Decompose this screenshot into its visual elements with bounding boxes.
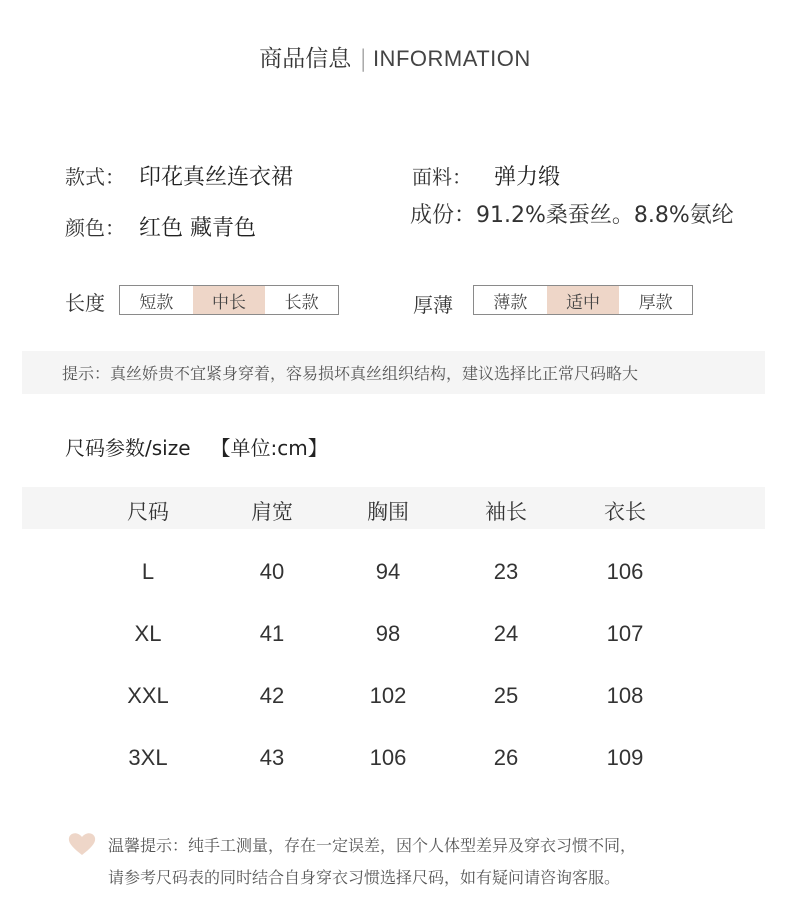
cell-length: 107 [606,621,644,646]
color-value: 红色 藏青色 [139,216,256,241]
cell-shoulder: 40 [259,559,285,584]
cell-bust: 98 [375,621,401,646]
tip-bar [22,351,765,394]
header-sleeve: 袖长 [485,500,527,524]
heart-icon [68,832,96,856]
cell-length: 106 [606,559,644,584]
composition-value: 91.2%桑蚕丝。8.8%氨纶 [476,203,734,228]
header-length: 衣长 [604,500,646,524]
length-option-short: 短款 [139,292,174,313]
footer-line-1: 温馨提示：纯手工测量，存在一定误差，因个人体型差异及穿衣习惯不同， [108,836,637,855]
thickness-option-thick: 厚款 [638,292,673,313]
cell-size: 3XL [128,745,168,770]
cell-shoulder: 43 [259,745,285,770]
table-row [22,613,765,653]
table-row [22,675,765,715]
composition-row [410,198,734,229]
size-chart-title [65,432,328,461]
cell-size: XL [134,621,162,646]
style-value: 印花真丝连衣裙 [139,165,294,190]
cell-shoulder: 42 [259,683,285,708]
footer-line-2: 请参考尺码表的同时结合自身穿衣习惯选择尺码，如有疑问请咨询客服。 [108,868,621,887]
header-shoulder: 肩宽 [251,500,293,524]
fabric-value: 弹力缎 [494,165,561,190]
table-row [22,551,765,591]
composition-label: 成份： [410,203,477,228]
color-row [65,211,256,242]
thickness-label: 厚薄 [413,293,453,317]
footer-note [108,830,636,894]
size-table-header [22,487,765,529]
tip-text: 提示：真丝娇贵不宜紧身穿着，容易损坏真丝组织结构，建议选择比正常尺码略大 [62,364,639,383]
cell-sleeve: 24 [493,621,519,646]
cell-size: L [141,559,155,584]
cell-length: 108 [606,683,644,708]
cell-sleeve: 26 [493,745,519,770]
size-chart-unit: 【单位:cm】 [210,436,328,460]
page-title [0,40,790,73]
title-en: INFORMATION [372,46,531,71]
length-option-midi: 中长 [193,286,266,314]
length-option-long: 长款 [284,292,319,313]
thickness-option-medium: 适中 [547,286,620,314]
cell-sleeve: 23 [493,559,519,584]
cell-bust: 106 [369,745,407,770]
color-label: 颜色： [65,216,125,240]
table-row [22,737,765,777]
cell-shoulder: 41 [259,621,285,646]
header-size: 尺码 [127,500,169,524]
title-cn: 商品信息 [259,46,352,72]
thickness-selector [473,285,693,315]
length-selector [119,285,339,315]
header-bust: 胸围 [367,500,409,524]
title-separator: | [359,46,367,72]
fabric-label: 面料： [412,165,472,189]
cell-length: 109 [606,745,644,770]
thickness-option-thin: 薄款 [493,292,528,313]
cell-bust: 94 [375,559,401,584]
length-label: 长度 [65,291,105,315]
fabric-row [412,160,560,191]
cell-bust: 102 [369,683,407,708]
cell-sleeve: 25 [493,683,519,708]
style-label: 款式： [65,165,125,189]
cell-size: XXL [127,683,169,708]
size-chart-label: 尺码参数/size [65,436,191,460]
style-row [65,160,293,191]
